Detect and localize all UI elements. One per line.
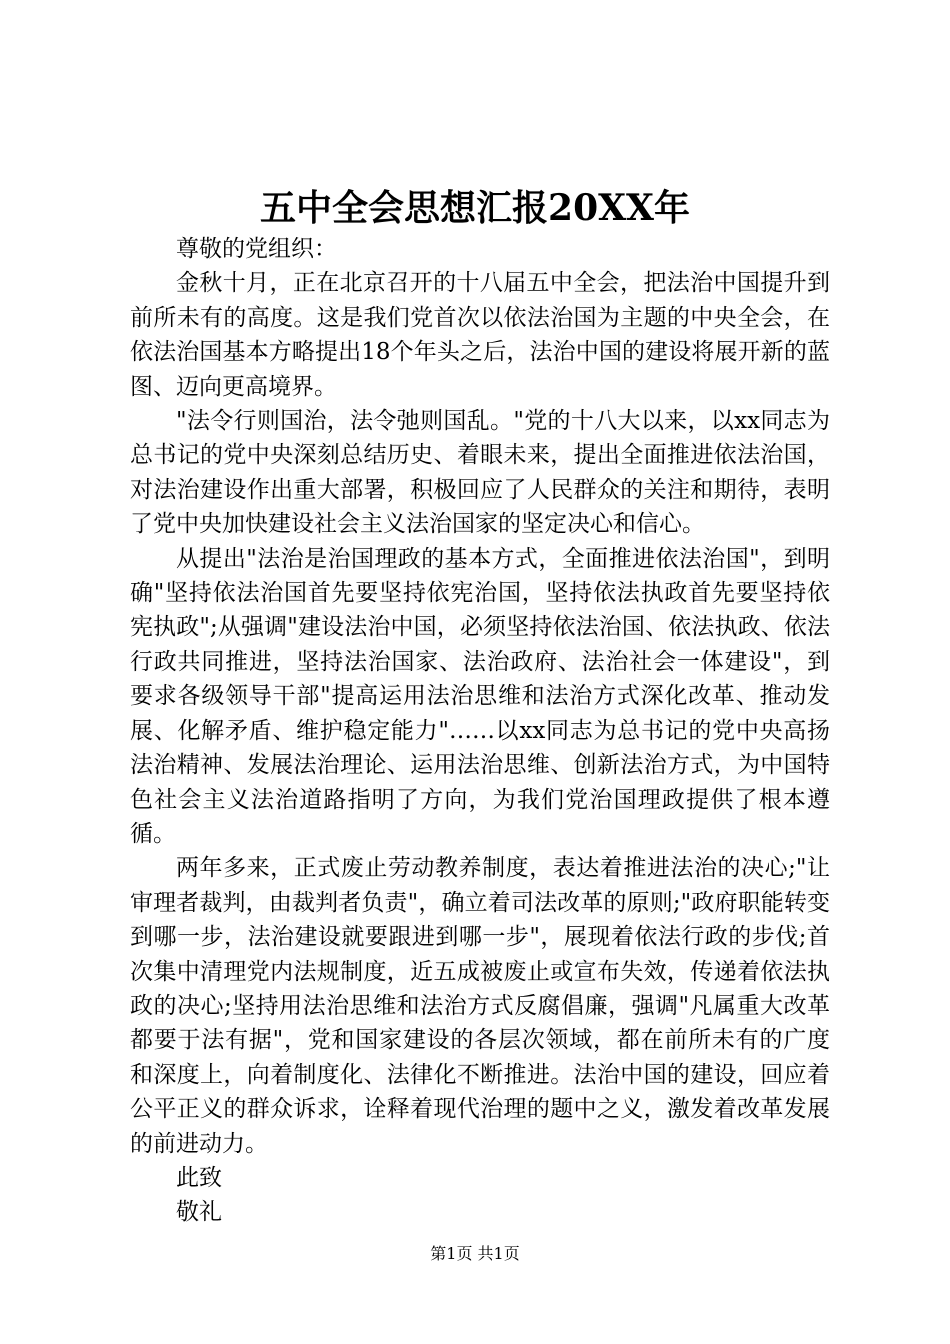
document-title: 五中全会思想汇报20XX年	[260, 187, 690, 229]
page-number-footer: 第1页 共1页	[430, 1244, 520, 1263]
closing-line-2: 敬礼	[176, 1199, 222, 1226]
salutation: 尊敬的党组织：	[176, 236, 337, 262]
paragraph-1: 金秋十月，正在北京召开的十八届五中全会，把法治中国提升到前所未有的高度。这是我们党首次以依法治国为主题的中央全会，在依法治国基本方略提出18个年头之后，法治中国的建设将展开新的蓝图、迈向更高境界。	[130, 270, 830, 400]
document-body	[130, 232, 830, 1230]
closing-line-1: 此致	[176, 1164, 222, 1191]
paragraph-3: 从提出"法治是治国理政的基本方式，全面推进依法治国"，到明确"坚持依法治国首先要坚持依宪治国，坚持依法执政首先要坚持依宪执政";从强调"建设法治中国，必须坚持依法治国、依法执政、依法行政共同推进，坚持法治国家、法治政府、法治社会一体建设"，到要求各级领导干部"提高运用法治思维和法治方式深化改革、推动发展、化解矛盾、维护稳定能力"……以xx同志为总书记的党中央高扬法治精神、发展法治理论、运用法治思维、创新法治方式，为中国特色社会主义法治道路指明了方向，为我们党治国理政提供了根本遵循。	[130, 545, 830, 847]
paragraph-2: "法令行则国治，法令弛则国乱。"党的十八大以来，以xx同志为总书记的党中央深刻总结历史、着眼未来，提出全面推进依法治国，对法治建设作出重大部署，积极回应了人民群众的关注和期待，表明了党中央加快建设社会主义法治国家的坚定决心和信心。	[130, 408, 830, 538]
paragraph-4: 两年多来，正式废止劳动教养制度，表达着推进法治的决心;"让审理者裁判，由裁判者负责"，确立着司法改革的原则;"政府职能转变到哪一步，法治建设就要跟进到哪一步"，展现着依法行政的步伐;首次集中清理党内法规制度，近五成被废止或宣布失效，传递着依法执政的决心;坚持用法治思维和法治方式反腐倡廉，强调"凡属重大改革都要于法有据"，党和国家建设的各层次领域，都在前所未有的广度和深度上，向着制度化、法律化不断推进。法治中国的建设，回应着公平正义的群众诉求，诠释着现代治理的题中之义，激发着改革发展的前进动力。	[130, 855, 830, 1157]
